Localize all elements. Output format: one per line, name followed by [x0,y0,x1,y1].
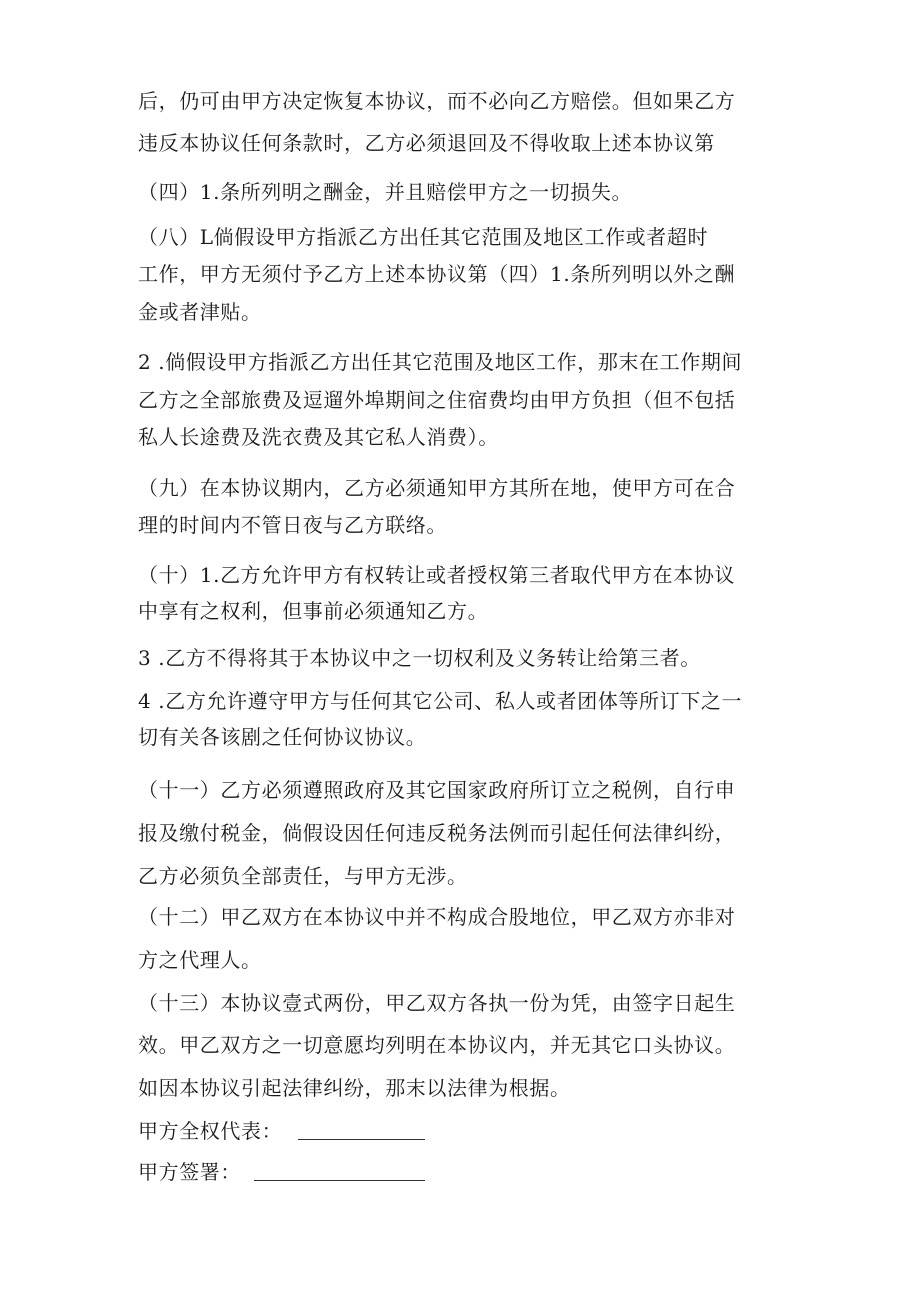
text-line: 4 .乙方允许遵守甲方与任何其它公司、私人或者团体等所订下之一 [138,689,743,713]
representative-label: 甲方全权代表： [138,1119,283,1143]
text-line: （十一）乙方必须遵照政府及其它国家政府所订立之税例，自行申 [138,778,736,802]
text-line: 金或者津贴。 [138,300,262,324]
text-line: 乙方必须负全部责任，与甲方无涉。 [138,864,468,888]
text-line: （四）1.条所列明之酬金，并且赔偿甲方之一切损失。 [138,180,633,204]
text-line: 工作，甲方无须付予乙方上述本协议第（四）1.条所列明以外之酬 [138,262,736,286]
text-line: 2 .倘假设甲方指派乙方出任其它范围及地区工作，那末在工作期间 [138,350,743,374]
text-line: 效。甲乙双方之一切意愿均列明在本协议内，并无其它口头协议。 [138,1033,736,1057]
text-line: （十二）甲乙双方在本协议中并不构成合股地位，甲乙双方亦非对 [138,905,736,929]
text-line: 方之代理人。 [138,948,262,972]
text-line: 如因本协议引起法律纠纷，那末以法律为根据。 [138,1076,571,1100]
text-line: 报及缴付税金，倘假设因任何违反税务法例而引起任何法律纠纷， [138,821,736,845]
representative-blank-line [298,1139,425,1140]
text-line: 切有关各该剧之任何协议协议。 [138,725,427,749]
text-line: （十）1.乙方允许甲方有权转让或者授权第三者取代甲方在本协议 [138,563,736,587]
text-line: （九）在本协议期内，乙方必须通知甲方其所在地，使甲方可在合 [138,476,736,500]
text-line: 理的时间内不管日夜与乙方联络。 [138,513,447,537]
signature-label: 甲方签署： [138,1160,241,1184]
text-line: 3 .乙方不得将其于本协议中之一切权利及义务转让给第三者。 [138,646,701,670]
text-line: 违反本协议任何条款时，乙方必须退回及不得收取上述本协议第 [138,131,715,155]
text-line: （八）L倘假设甲方指派乙方出任其它范围及地区工作或者超时 [138,225,709,249]
text-line: 私人长途费及洗衣费及其它私人消费）。 [138,425,499,449]
signature-blank-line [254,1180,425,1181]
text-line: （十三）本协议壹式两份，甲乙双方各执一份为凭，由签字日起生 [138,991,736,1015]
text-line: 后，仍可由甲方决定恢复本协议，而不必向乙方赔偿。但如果乙方 [138,89,736,113]
text-line: 乙方之全部旅费及逗遛外埠期间之住宿费均由甲方负担（但不包括 [138,388,736,412]
text-line: 中享有之权利，但事前必须通知乙方。 [138,599,489,623]
